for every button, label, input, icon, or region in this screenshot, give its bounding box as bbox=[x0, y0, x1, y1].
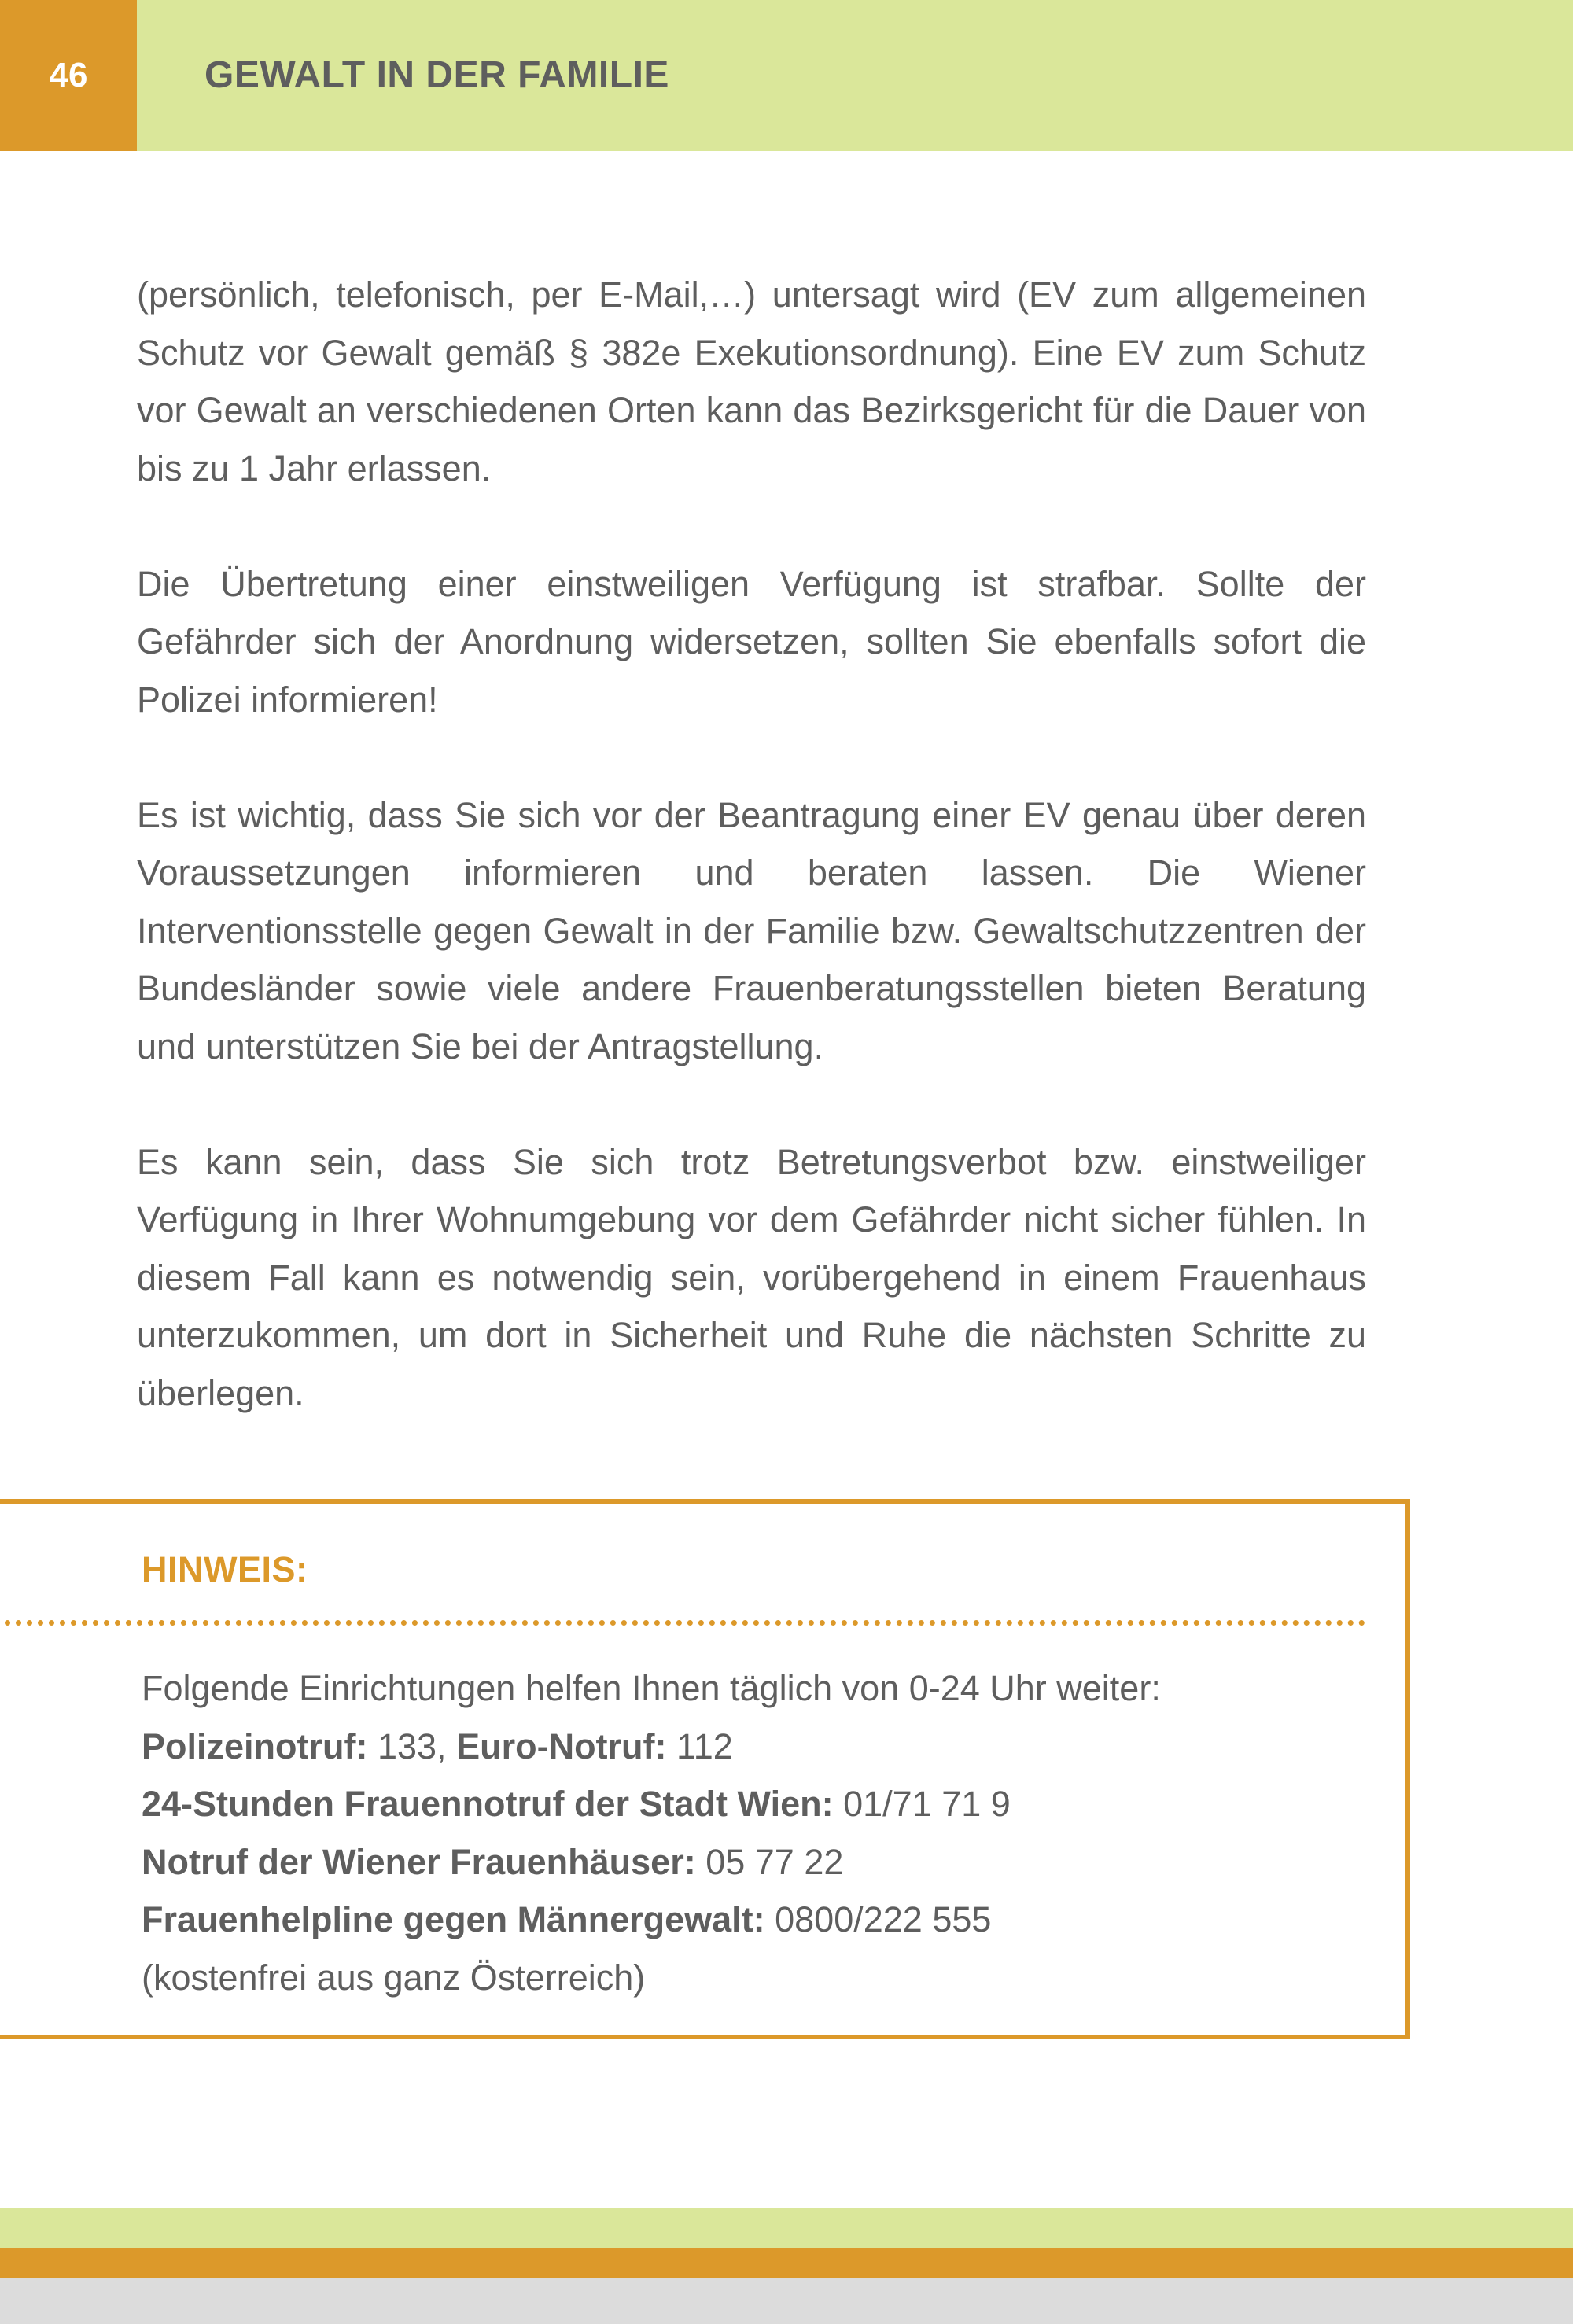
notice-box bbox=[0, 1499, 1410, 2039]
helpline-label: Frauenhelpline gegen Männergewalt: bbox=[142, 1899, 765, 1939]
emergency-line-police bbox=[142, 1718, 1353, 1776]
police-number: 133, bbox=[367, 1726, 447, 1766]
police-label: Polizeinotruf: bbox=[142, 1726, 368, 1766]
shelter-label: Notruf der Wiener Frauenhäuser: bbox=[142, 1841, 696, 1882]
notice-intro: Folgende Einrichtungen helfen Ihnen täglich von 0-24 Uhr weiter: bbox=[142, 1668, 1161, 1708]
notice-title: HINWEIS: bbox=[142, 1549, 308, 1589]
emergency-line-women-hotline bbox=[142, 1775, 1353, 1833]
helpline-note: (kostenfrei aus ganz Österreich) bbox=[142, 1957, 646, 1998]
paragraph-2: Die Übertretung einer einstweiligen Verfügung ist strafbar. Sollte der Gefährder sich der Anordnung widersetzen, sollten Sie ebenfalls sofort die Polizei informieren! bbox=[137, 563, 1366, 720]
euro-label: Euro-Notruf: bbox=[456, 1726, 667, 1766]
chapter-title: GEWALT IN DER FAMILIE bbox=[204, 54, 669, 96]
emergency-line-helpline bbox=[142, 1891, 1353, 1949]
page-header bbox=[0, 0, 1573, 151]
women-hotline-label: 24-Stunden Frauennotruf der Stadt Wien: bbox=[142, 1784, 834, 1824]
shelter-number: 05 77 22 bbox=[695, 1841, 844, 1882]
paragraph-1: (persönlich, telefonisch, per E-Mail,…) untersagt wird (EV zum allgemeinen Schutz vor Gewalt gemäß § 382e Exekutionsordnung). Eine EV zum Schutz vor Gewalt an verschiedenen Orten kann das Bezirksgericht für die Dauer von bis zu 1 Jahr erlassen. bbox=[137, 274, 1366, 488]
euro-number: 112 bbox=[666, 1726, 733, 1766]
footer-band-green bbox=[0, 2208, 1573, 2248]
paragraph-4: Es kann sein, dass Sie sich trotz Betretungsverbot bzw. einstweiliger Verfügung in Ihrer Wohnumgebung vor dem Gefährder nicht sicher fühlen. In diesem Fall kann es notwendig sein, vorübergehend in einem Frauenhaus unterzukommen, um dort in Sicherheit und Ruhe die nächsten Schritte zu überlegen. bbox=[137, 1141, 1366, 1413]
women-hotline-number: 01/71 71 9 bbox=[833, 1784, 1011, 1824]
emergency-line-shelter bbox=[142, 1833, 1353, 1891]
helpline-number: 0800/222 555 bbox=[764, 1899, 992, 1939]
dotted-divider bbox=[5, 1620, 1365, 1626]
body-text bbox=[137, 266, 1366, 1422]
footer-band-gray bbox=[0, 2278, 1573, 2324]
footer-band-orange bbox=[0, 2248, 1573, 2278]
notice-content bbox=[142, 1659, 1353, 2006]
page-number: 46 bbox=[0, 0, 137, 151]
paragraph-3: Es ist wichtig, dass Sie sich vor der Beantragung einer EV genau über deren Voraussetzungen informieren und beraten lassen. Die Wiener Interventionsstelle gegen Gewalt in der Familie bzw. Gewaltschutzzentren der Bundesländer sowie viele andere Frauenberatungsstellen bieten Beratung und unterstützen Sie bei der Antragstellung. bbox=[137, 794, 1366, 1066]
